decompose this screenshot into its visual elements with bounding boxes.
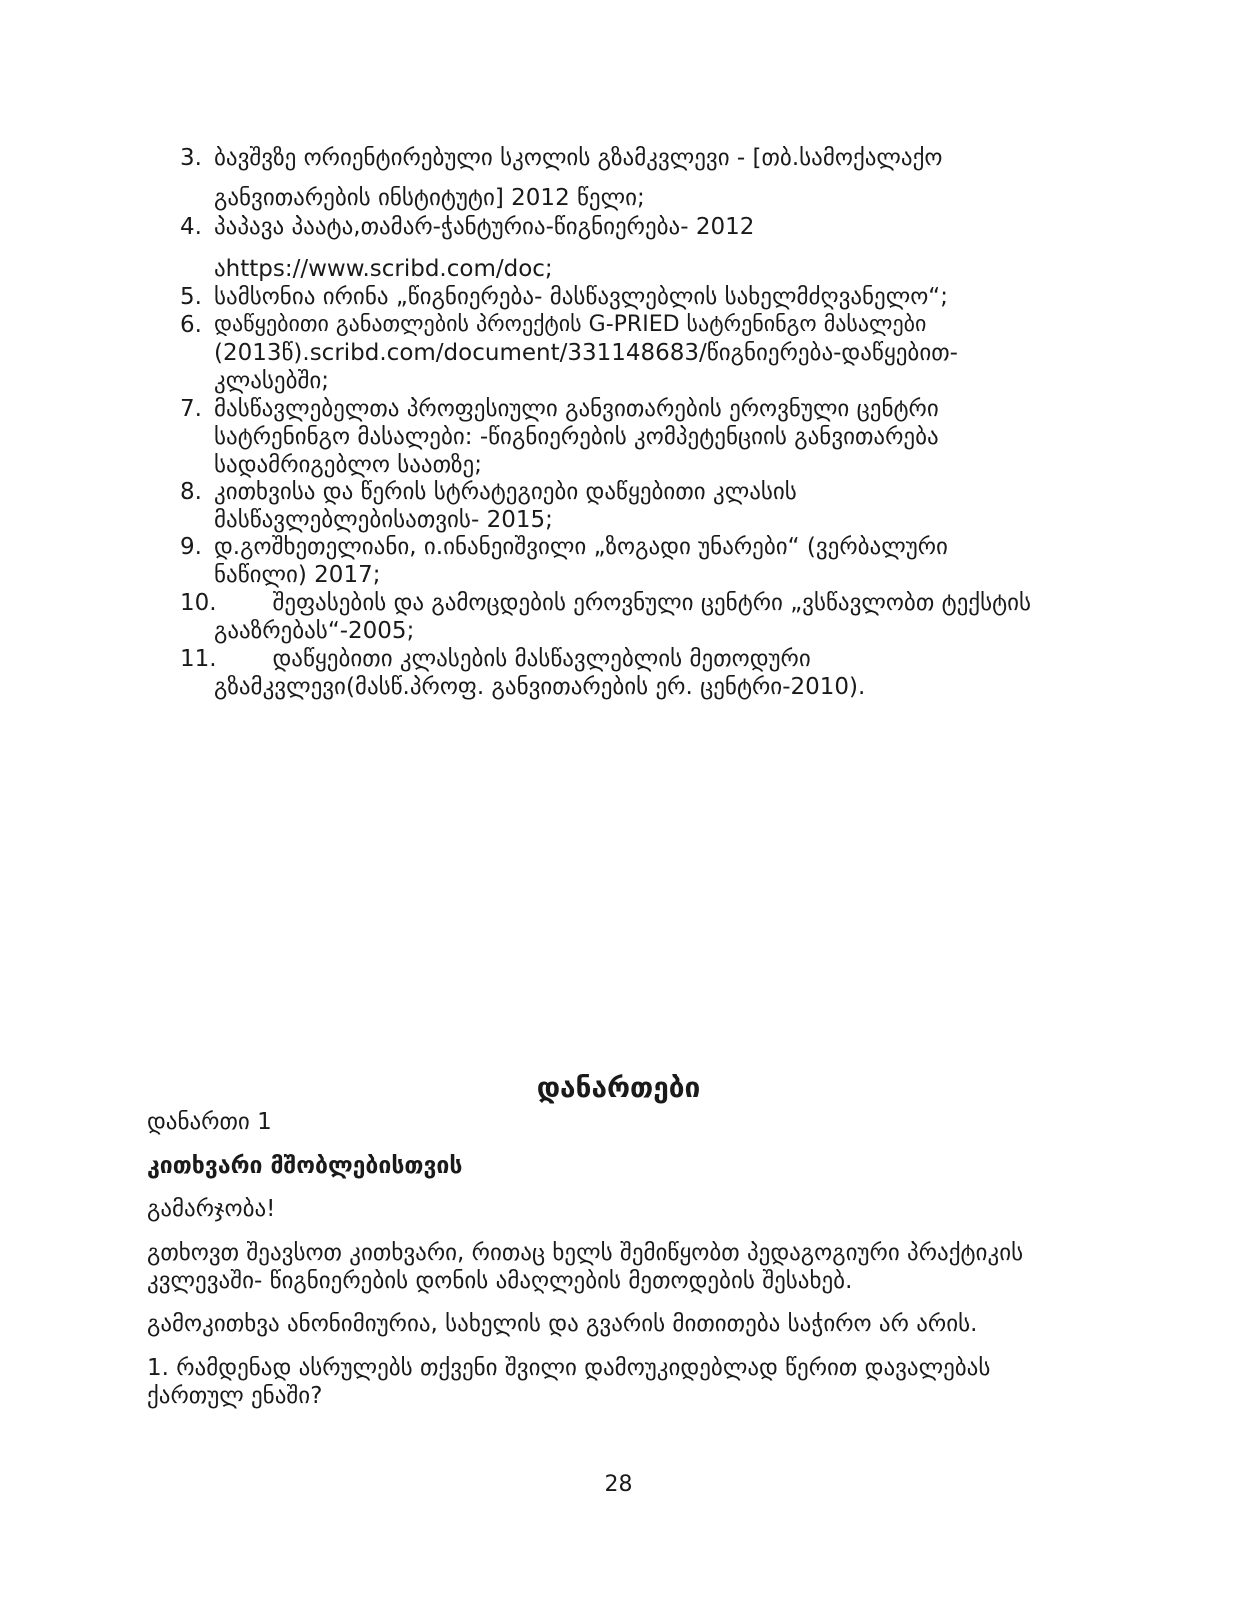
reference-number: 4. [180,214,202,240]
reference-line: ნაწილი) 2017; [214,562,381,588]
intro-line: კვლევაში- წიგნიერების დონის ამაღლების მეთოდების შესახებ. [147,1268,853,1294]
reference-item [180,395,1100,479]
reference-item [180,283,1100,313]
reference-line: აhttps://www.scribd.com/doc; [214,256,553,282]
greeting: გამარჯობა! [147,1196,276,1222]
reference-line: მასწავლებელთა პროფესიული განვითარების ეროვნული ცენტრი [214,396,939,422]
reference-number: 11. [180,646,217,672]
reference-item [180,589,1100,645]
question-line: 1. რამდენად ასრულებს თქვენი შვილი დამოუკიდებლად წერით დავალებას [147,1355,991,1381]
reference-line: კლასებში; [214,368,330,394]
reference-line: განვითარების ინსტიტუტი] 2012 წელი; [214,185,645,211]
reference-item [180,213,1100,283]
reference-line: სატრენინგო მასალები: -წიგნიერების კომპეტენციის განვითარება [214,424,939,450]
reference-number: 5. [180,284,202,310]
questionnaire-title: კითხვარი მშობლებისთვის [147,1153,463,1179]
reference-item [180,645,1100,701]
reference-item [180,533,1100,589]
intro-line: გთხოვთ შეავსოთ კითხვარი, რითაც ხელს შემიწყობთ პედაგოგიური პრაქტიკის [147,1240,1024,1266]
reference-item [180,144,1100,214]
page-number: 28 [604,1472,633,1497]
reference-line: კითხვისა და წერის სტრატეგიები დაწყებითი კლასის [214,479,797,505]
reference-line: დაწყებითი კლასების მასწავლებლის მეთოდური [214,646,811,672]
reference-line: სამსონია ირინა „წიგნიერება- მასწავლებლის სახელმძღვანელო“; [214,284,948,310]
reference-number: 3. [180,145,202,171]
reference-line: დაწყებითი განათლების პროექტის G-PRIED სატრენინგო მასალები [214,312,927,337]
reference-number: 6. [180,312,202,338]
reference-line: დ.გოშხეთელიანი, ი.ინანეიშვილი „ზოგადი უნარები“ (ვერბალური [214,534,948,560]
reference-line: გზამკვლევი(მასწ.პროფ. განვითარების ერ. ცენტრი-2010). [214,674,866,700]
reference-line: სადამრიგებლო საათზე; [214,452,482,478]
reference-line: პაპავა პაატა,თამარ-ჭანტურია-წიგნიერება- 2012 [214,214,755,240]
reference-item [180,311,1100,395]
reference-line: (2013წ).scribd.com/document/331148683/წიგნიერება-დაწყებით- [214,340,958,366]
reference-number: 10. [180,590,217,616]
reference-line: მასწავლებლებისათვის- 2015; [214,507,553,533]
reference-line: შეფასების და გამოცდების ეროვნული ცენტრი „ვსწავლობთ ტექსტის [214,590,1032,616]
anonymous-note: გამოკითხვა ანონიმიურია, სახელის და გვარის მითითება საჭირო არ არის. [147,1311,978,1337]
appendix-heading: დანართები [536,1071,701,1104]
reference-number: 7. [180,396,202,422]
appendix-label: დანართი 1 [147,1109,272,1135]
reference-line: გააზრებას“-2005; [214,618,415,644]
question-line: ქართულ ენაში? [147,1383,323,1409]
reference-line: ბავშვზე ორიენტირებული სკოლის გზამკვლევი - [თბ.სამოქალაქო [214,145,943,171]
reference-item [180,478,1100,534]
reference-number: 9. [180,534,202,560]
reference-number: 8. [180,479,202,505]
